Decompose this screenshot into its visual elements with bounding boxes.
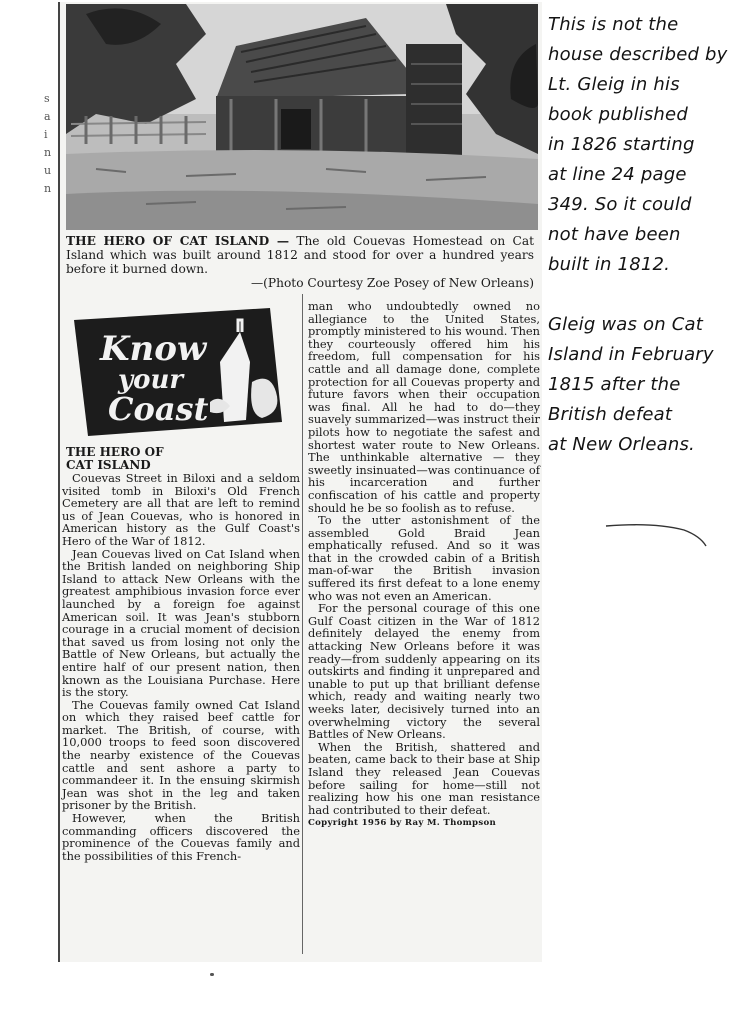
edge-mark: s bbox=[44, 92, 50, 105]
clipping-edge-rule bbox=[58, 2, 60, 962]
note-line: This is not the bbox=[548, 14, 679, 35]
subhead-line: THE HERO OF bbox=[66, 445, 164, 459]
note-line: house described by bbox=[548, 44, 728, 65]
caption-text: The old Couevas Homestead on Cat Island which was built around 1812 and stood for over a hundred years before it burned down. bbox=[66, 234, 535, 276]
article-paragraph: The Couevas family owned Cat Island on which they raised beef cattle for market. The British, of course, with 10,000 troops to feed soon discovered the nearby existence of the Couevas cattle and sent ashore a party to commandeer it. In the ensuing skirmish Jean was shot in the leg and taken prisoner by the British. bbox=[62, 697, 300, 813]
note-line: built in 1812. bbox=[548, 254, 671, 275]
article-paragraph: To the utter astonishment of the assembled Gold Braid Jean emphatically refused. And so it was that in the crowded cabin of a British man-of-war the British invasion suffered its first defeat to a lone enemy who was not even an American. bbox=[308, 513, 540, 603]
article-column-right bbox=[308, 300, 540, 828]
note-line: book published bbox=[548, 104, 688, 125]
note-line: at line 24 page bbox=[548, 164, 687, 185]
clipping-edge-marks bbox=[44, 90, 56, 198]
subhead-line: CAT ISLAND bbox=[66, 458, 151, 472]
column-divider bbox=[302, 294, 303, 954]
photo-caption bbox=[66, 234, 534, 290]
logo-word-coast: Coast bbox=[108, 390, 209, 428]
logo-word-your: your bbox=[118, 365, 184, 395]
ink-smudge bbox=[210, 973, 214, 976]
note-line: Island in February bbox=[548, 344, 714, 365]
edge-mark: a bbox=[44, 110, 51, 123]
note-line-spacer bbox=[548, 280, 738, 310]
know-your-coast-logo bbox=[70, 302, 288, 442]
article-paragraph: man who undoubtedly owned no allegiance to the United States, promptly ministered to his wound. Then they courteously offered him his freedom, full compensation for his cattle and all damage done, complete protection for all Couevas property and future favors when their occupation was final. All he had to do—they suavely summarized—was instruct their pilots how to negotiate the safest and shortest water route to New Orleans. The unthinkable alternative — they sweetly insinuated—was continuance of his incarceration and further confiscation of his cattle and property should he be so foolish as to refuse. bbox=[308, 299, 540, 515]
edge-mark: n bbox=[44, 182, 52, 195]
logo-word-know: Know bbox=[100, 329, 207, 369]
note-line: at New Orleans. bbox=[548, 434, 695, 455]
note-line: British defeat bbox=[548, 404, 673, 425]
homestead-photo bbox=[66, 4, 538, 230]
caption-credit: —(Photo Courtesy Zoe Posey of New Orleans) bbox=[250, 276, 534, 290]
note-line: not have been bbox=[548, 224, 681, 245]
edge-mark: u bbox=[44, 164, 52, 177]
note-line: in 1826 starting bbox=[548, 134, 695, 155]
handwritten-note bbox=[548, 10, 738, 460]
edge-mark: n bbox=[44, 146, 52, 159]
note-line: 349. So it could bbox=[548, 194, 692, 215]
note-line: 1815 after the bbox=[548, 374, 681, 395]
article-paragraph: Jean Couevas lived on Cat Island when the British landed on neighboring Ship Island to attack New Orleans with the greatest amphibious invasion force ever launched by a foreign foe against American soil. It was Jean's stubborn courage in a crucial moment of decision that saved us from losing not only the Battle of New Orleans, but actually the entire half of our present nation, then known as the Louisiana Purchase. Here is the story. bbox=[62, 546, 300, 700]
article-paragraph: When the British, shattered and beaten, came back to their base at Ship Island they released Jean Couevas before sailing for home—still not realizing how his one man resistance had contributed to their defeat. bbox=[308, 739, 540, 817]
copyright-line: Copyright 1956 by Ray M. Thompson bbox=[308, 818, 497, 829]
article-paragraph: Couevas Street in Biloxi and a seldom visited tomb in Biloxi's Old French Cemetery are all that are left to remind us of Jean Couevas, who is honored in American history as the Gulf Coast's Hero of the War of 1812. bbox=[62, 471, 300, 548]
article-paragraph: However, when the British commanding officers discovered the prominence of the Couevas family and the possibilities of this French- bbox=[62, 811, 300, 863]
pen-stroke-mark bbox=[604, 520, 708, 550]
edge-mark: i bbox=[44, 128, 48, 141]
caption-headline: THE HERO OF CAT ISLAND — bbox=[66, 234, 290, 248]
note-line: Gleig was on Cat bbox=[548, 314, 704, 335]
article-column-left bbox=[62, 296, 300, 862]
article-subhead bbox=[66, 446, 300, 472]
note-line: Lt. Gleig in his bbox=[548, 74, 680, 95]
article-paragraph: For the personal courage of this one Gulf Coast citizen in the War of 1812 definitely delayed the enemy from attacking New Orleans before it was ready—from suddenly appearing on its outskirts and finding it unprepared and unable to put up that brilliant defense which, ready and waiting nearly two weeks later, decisively turned into an overwhelming victory the several Battles of New Orleans. bbox=[308, 601, 540, 742]
